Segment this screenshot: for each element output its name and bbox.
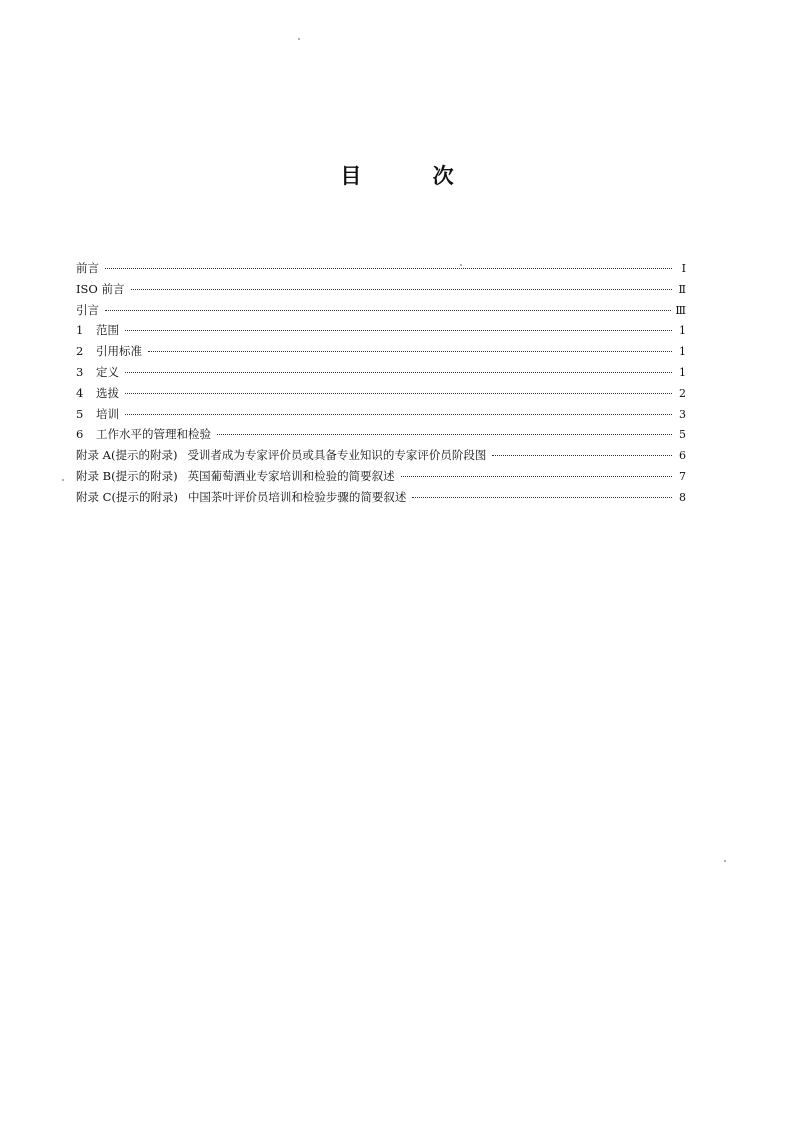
- dot-leader: [148, 351, 672, 352]
- toc-page-number: 1: [679, 365, 686, 379]
- toc-section-number: 1: [76, 323, 84, 338]
- toc-entry-appendix-a[interactable]: [76, 445, 686, 466]
- toc-entry-definitions[interactable]: [76, 362, 686, 383]
- toc-entry-label: 工作水平的管理和检验: [96, 427, 211, 442]
- toc-page-number: 8: [679, 490, 686, 504]
- toc-page-number: 7: [679, 469, 686, 483]
- dot-leader: [492, 455, 672, 456]
- toc-entry-introduction[interactable]: [76, 300, 686, 321]
- dot-leader: [401, 476, 672, 477]
- toc-page-number: Ⅰ: [681, 262, 686, 275]
- dot-leader: [105, 268, 672, 269]
- toc-page-number: 2: [679, 386, 686, 400]
- scan-speck: [724, 860, 726, 862]
- toc-entry-label: 附录 B(提示的附录): [76, 468, 178, 483]
- toc-entry-selection[interactable]: [76, 383, 686, 404]
- dot-leader: [105, 310, 671, 311]
- title-char-2: 次: [432, 164, 454, 188]
- toc-entry-label: 范围: [96, 323, 119, 338]
- toc-entry-label: 前言: [76, 261, 99, 275]
- toc-section-number: 4: [76, 385, 84, 400]
- toc-page-number: 1: [679, 324, 686, 338]
- toc-page-number: 5: [679, 428, 686, 442]
- title-char-1: 目: [340, 164, 362, 188]
- toc-entry-iso-foreword[interactable]: [76, 279, 686, 300]
- toc-entry-subtitle: 受训者成为专家评价员或具备专业知识的专家评价员阶段图: [187, 448, 487, 463]
- toc-section-number: 6: [76, 427, 84, 442]
- dot-leader: [131, 289, 672, 290]
- dot-leader: [125, 372, 672, 373]
- toc-entry-subtitle: 中国茶叶评价员培训和检验步骤的简要叙述: [187, 489, 407, 504]
- toc-page-number: Ⅱ: [678, 282, 686, 296]
- toc-entry-label: 选拔: [96, 385, 119, 400]
- toc-entry-references[interactable]: [76, 341, 686, 362]
- toc-entry-label: ISO 前言: [76, 281, 125, 296]
- toc-entry-appendix-c[interactable]: [76, 487, 686, 508]
- dot-leader: [412, 497, 672, 498]
- toc-page-number: 1: [679, 345, 686, 359]
- toc-entry-label: 引言: [76, 302, 99, 317]
- toc-entry-foreword[interactable]: [76, 258, 686, 279]
- dot-leader: [125, 414, 672, 415]
- scan-speck: [62, 479, 64, 481]
- toc-section-number: 2: [76, 344, 84, 359]
- toc-entry-label: 定义: [96, 364, 119, 379]
- dot-leader: [125, 330, 672, 331]
- dot-leader: [217, 434, 672, 435]
- toc-page-number: Ⅲ: [675, 303, 686, 317]
- toc-section-number: 5: [76, 406, 84, 421]
- toc-entry-scope[interactable]: [76, 320, 686, 341]
- toc-entry-label: 附录 C(提示的附录): [76, 489, 178, 504]
- toc-page-number: 6: [679, 449, 686, 463]
- page-title: [0, 160, 794, 190]
- toc-page-number: 3: [679, 407, 686, 421]
- toc-entry-subtitle: 英国葡萄酒业专家培训和检验的简要叙述: [187, 468, 395, 483]
- dot-leader: [125, 393, 672, 394]
- toc-entry-appendix-b[interactable]: [76, 466, 686, 487]
- toc-entry-label: 培训: [96, 406, 119, 421]
- toc-entry-label: 引用标准: [96, 344, 142, 359]
- toc-entry-training[interactable]: [76, 404, 686, 425]
- table-of-contents: [76, 258, 686, 508]
- toc-entry-label: 附录 A(提示的附录): [76, 448, 178, 463]
- toc-section-number: 3: [76, 364, 84, 379]
- toc-entry-management[interactable]: [76, 424, 686, 445]
- scan-speck: [298, 38, 300, 40]
